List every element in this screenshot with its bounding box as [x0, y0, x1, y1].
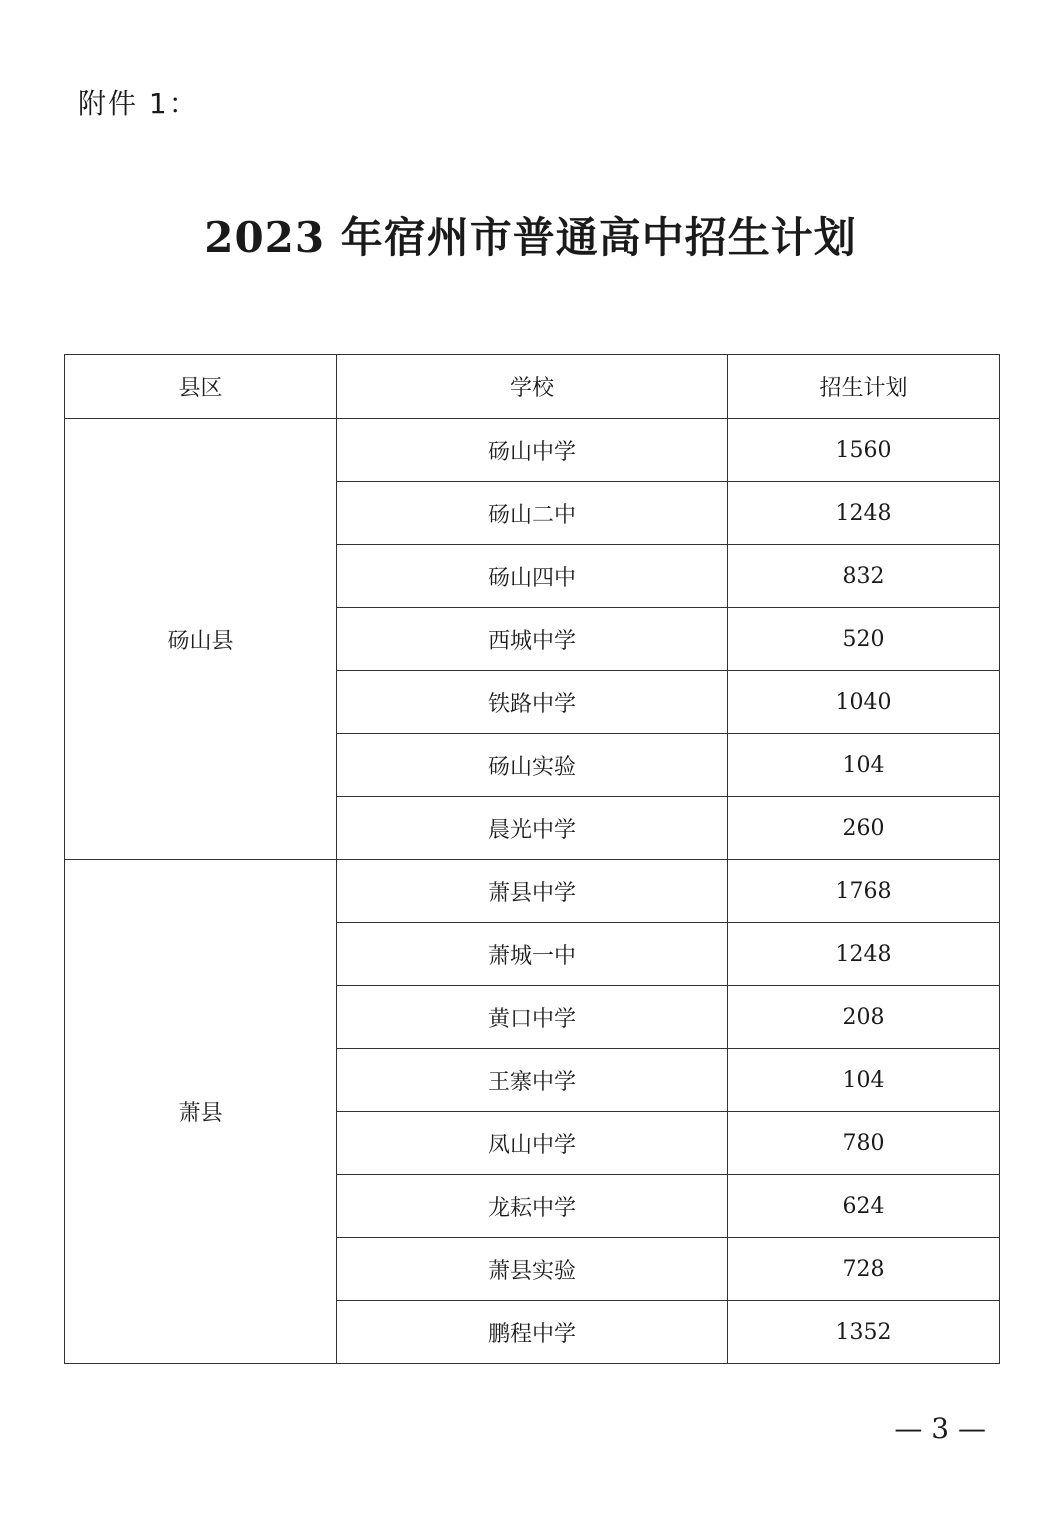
- school-cell: 萧县中学: [337, 860, 728, 923]
- plan-cell: 780: [728, 1112, 1000, 1175]
- header-county: 县区: [65, 355, 337, 419]
- attachment-label: 附件 1：: [78, 87, 199, 120]
- plan-cell: 1248: [728, 482, 1000, 545]
- plan-cell: 1248: [728, 923, 1000, 986]
- school-cell: 铁路中学: [337, 671, 728, 734]
- plan-cell: 104: [728, 734, 1000, 797]
- table-row: [65, 860, 1000, 923]
- page-number: — 3 —: [894, 1412, 986, 1445]
- plan-cell: 104: [728, 1049, 1000, 1112]
- school-cell: 王寨中学: [337, 1049, 728, 1112]
- school-cell: 砀山中学: [337, 419, 728, 482]
- page-title: 2023 年宿州市普通高中招生计划: [204, 213, 857, 262]
- school-cell: 龙耘中学: [337, 1175, 728, 1238]
- enrollment-plan-table: [64, 354, 1000, 1364]
- table-row: [65, 419, 1000, 482]
- header-school: 学校: [337, 355, 728, 419]
- school-cell: 萧县实验: [337, 1238, 728, 1301]
- plan-cell: 728: [728, 1238, 1000, 1301]
- plan-cell: 208: [728, 986, 1000, 1049]
- school-cell: 西城中学: [337, 608, 728, 671]
- plan-cell: 1040: [728, 671, 1000, 734]
- school-cell: 萧城一中: [337, 923, 728, 986]
- plan-cell: 260: [728, 797, 1000, 860]
- plan-cell: 1768: [728, 860, 1000, 923]
- school-cell: 黄口中学: [337, 986, 728, 1049]
- school-cell: 砀山四中: [337, 545, 728, 608]
- plan-cell: 832: [728, 545, 1000, 608]
- county-cell: 萧县: [65, 860, 337, 1364]
- plan-cell: 1560: [728, 419, 1000, 482]
- plan-cell: 520: [728, 608, 1000, 671]
- plan-cell: 1352: [728, 1301, 1000, 1364]
- school-cell: 鹏程中学: [337, 1301, 728, 1364]
- school-cell: 晨光中学: [337, 797, 728, 860]
- school-cell: 凤山中学: [337, 1112, 728, 1175]
- plan-cell: 624: [728, 1175, 1000, 1238]
- county-cell: 砀山县: [65, 419, 337, 860]
- school-cell: 砀山二中: [337, 482, 728, 545]
- header-plan: 招生计划: [728, 355, 1000, 419]
- table-header-row: [65, 355, 1000, 419]
- school-cell: 砀山实验: [337, 734, 728, 797]
